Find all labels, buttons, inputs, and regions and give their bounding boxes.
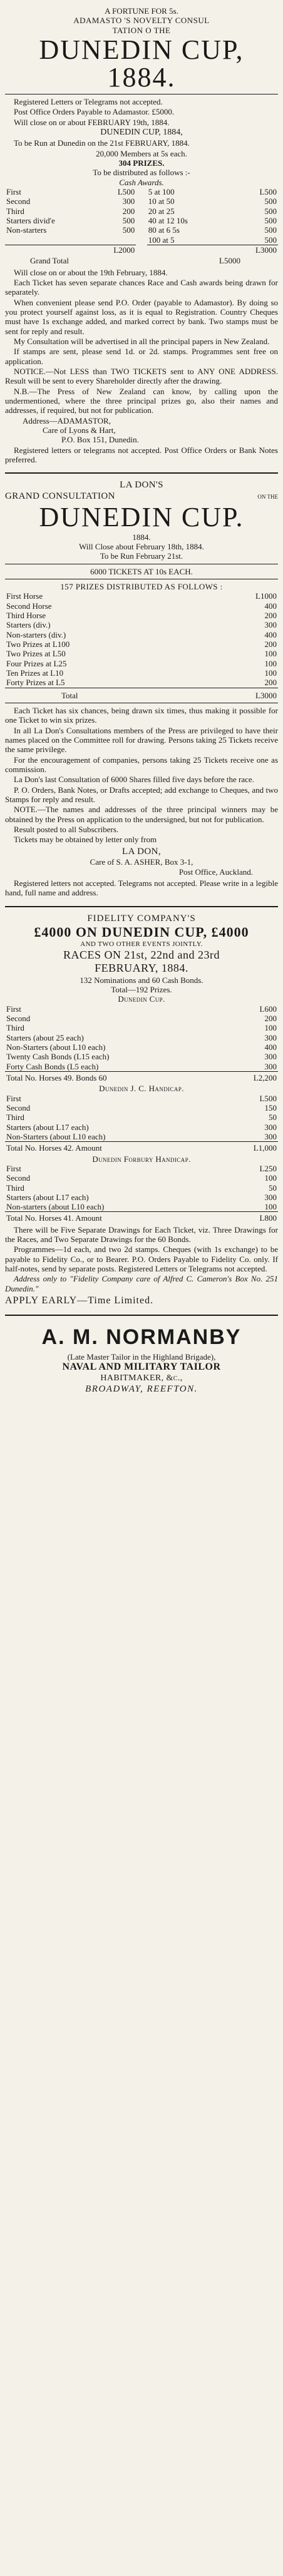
ad-title: DUNEDIN CUP, 1884. — [39, 34, 244, 93]
nominations-line: 132 Nominations and 60 Cash Bonds. — [80, 975, 203, 985]
prize-label: Non-starters (div.) — [6, 629, 66, 639]
prize-label: 10 at 50 — [148, 196, 175, 206]
notice-text: To be Run at Dunedin on the 21st FEBRUARY, 1884. — [14, 138, 190, 148]
body-paragraph: Each Ticket has six chances, being drawn six times, thus making it possible for one Ticket to win six prizes. — [5, 705, 278, 725]
table-row — [5, 1132, 278, 1142]
prize-amount: 100 — [264, 658, 277, 668]
tickets-line: 6000 TICKETS AT 10s EACH. — [90, 566, 193, 576]
races-line: RACES ON 21st, 22nd and 23rd — [63, 949, 220, 962]
prize-amount: 100 — [264, 1173, 277, 1183]
ad-headline: £4000 ON DUNEDIN CUP, £4000 — [34, 924, 249, 940]
grand-total-value: L5000 — [219, 256, 240, 266]
prize-amount: L250 — [259, 1163, 277, 1173]
total-label: Total No. Horses 42. Amount — [6, 1143, 102, 1153]
prize-label: Second Horse — [6, 601, 52, 611]
prize-amount: 50 — [269, 1183, 277, 1193]
prize-table-left — [5, 187, 136, 255]
prize-amount: 300 — [264, 620, 277, 630]
table-row — [5, 620, 278, 629]
body-paragraph: There will be Five Separate Drawings for Each Ticket, viz. Three Drawings for the Races, and Two Separate Drawings for the 60 Bonds. — [5, 1224, 278, 1245]
table-row — [147, 206, 278, 216]
table-row — [5, 659, 278, 668]
prize-amount: 300 — [264, 1052, 277, 1062]
body-paragraph: Programmes—1d each, and two 2d stamps. Cheques (with 1s exchange) to be payable to Fidelity Co., or to Bearer. P.O. Orders Payable to Fidelity Co. only. If half-notes, send by separate posts. Registered Letters or Telegrams not accepted. — [5, 1245, 278, 1274]
grand-total-label: Grand Total — [30, 256, 69, 266]
body-paragraph: My Consultation will be advertised in all the principal papers in New Zealand. — [14, 337, 270, 347]
notice-text: Will Close about February 18th, 1884. — [79, 542, 204, 552]
body-paragraph: When convenient please send P.O. Order (payable to Adamastor). By doing so you protect yourself against loss, as it is equal to Registration. Country Cheques must have 1s exchange added, and marked correct by bank. Two stamps must be sent for reply and result. — [5, 297, 278, 336]
ad-header-line: A FORTUNE FOR 5s. — [105, 6, 178, 16]
prize-label: Third Horse — [6, 610, 46, 620]
prize-label: Four Prizes at L25 — [6, 658, 67, 668]
prize-amount: 500 — [122, 225, 135, 235]
forbury-table — [5, 1164, 278, 1223]
table-row — [5, 1202, 278, 1212]
prize-amount: 100 — [264, 668, 277, 678]
prize-label: Forty Prizes at L5 — [6, 678, 65, 688]
body-paragraph: P. O. Orders, Bank Notes, or Drafts accepted; add exchange to Cheques, and two Stamps for reply and result. — [5, 785, 278, 804]
prize-label: Second — [6, 1013, 31, 1023]
prize-amount: 400 — [264, 629, 277, 639]
prize-amount: L3000 — [255, 245, 277, 255]
prize-label: Non-starters — [6, 225, 47, 235]
prizes-heading: 157 PRIZES DISTRIBUTED AS FOLLOWS : — [60, 582, 223, 591]
ad-title: DUNEDIN CUP. — [39, 501, 244, 532]
business-name: A. M. NORMANBY — [41, 1325, 242, 1349]
prize-amount: 50 — [269, 1112, 277, 1123]
prize-amount: L500 — [259, 187, 277, 197]
prize-label: Forty Cash Bonds (L5 each) — [6, 1061, 99, 1071]
prize-table — [5, 591, 278, 700]
notice-text: To be Run February 21st. — [100, 551, 183, 561]
business-tagline: (Late Master Tailor in the Highland Brigade), — [67, 1352, 216, 1362]
prize-amount: 200 — [264, 678, 277, 688]
table-row — [5, 1112, 278, 1122]
total-value: L3000 — [255, 690, 277, 700]
table-row — [5, 245, 136, 255]
table-row — [147, 187, 278, 196]
ad-header-line: LA DON'S — [120, 480, 163, 491]
ad-header-line: FIDELITY COMPANY'S — [87, 913, 196, 924]
table-row — [5, 206, 136, 216]
table-row — [5, 1103, 278, 1112]
section-heading: Dunedin J. C. Handicap. — [99, 1084, 184, 1094]
prize-amount: 300 — [264, 1192, 277, 1202]
prize-label: 80 at 6 5s — [148, 225, 180, 235]
prize-label: Starters (about L17 each) — [6, 1192, 89, 1202]
body-paragraph: NOTICE.—Not LESS than TWO TICKETS sent to ANY ONE ADDRESS. Result will be sent to every Shareholder directly after the drawing. — [5, 367, 278, 386]
newspaper-column — [5, 0, 278, 1405]
prize-amount: 500 — [264, 196, 277, 206]
table-row — [5, 1062, 278, 1072]
total-value: L2,200 — [253, 1072, 277, 1082]
prize-label: Non-Starters (about L10 each) — [6, 1042, 106, 1052]
body-paragraph: If stamps are sent, please send 1d. or 2d. stamps. Programmes sent free on application. — [5, 347, 278, 366]
prize-label: Third — [6, 1183, 24, 1193]
table-row — [5, 216, 136, 225]
ad-subtitle: GRAND CONSULTATION — [5, 491, 115, 501]
body-paragraph: For the encouragement of companies, persons taking 25 Tickets receive one as commission. — [5, 755, 278, 774]
table-total-row — [5, 1142, 278, 1153]
prize-label: Starters (about 25 each) — [6, 1032, 84, 1042]
prize-label — [5, 245, 95, 255]
prize-label: Starters divid'e — [6, 216, 55, 226]
ad-header-line: ADAMASTO 'S NOVELTY CONSUL — [73, 16, 210, 26]
total-label: Total No. Horses 41. Amount — [6, 1213, 102, 1223]
body-paragraph: La Don's last Consultation of 6000 Shares filled five days before the race. — [14, 775, 254, 785]
body-paragraph: Tickets may be obtained by letter only from — [14, 835, 157, 845]
prize-label: Two Prizes at L100 — [6, 639, 70, 649]
prize-amount: 200 — [264, 639, 277, 649]
prize-amount: 300 — [264, 1032, 277, 1042]
apply-line: APPLY EARLY—Time Limited. — [5, 1295, 154, 1306]
prize-amount: 100 — [264, 1202, 277, 1212]
year-line: 1884. — [132, 532, 151, 542]
distributed-line: To be distributed as follows :- — [93, 168, 190, 178]
table-total-row — [5, 1212, 278, 1223]
ad-header-line: TATION O THE — [112, 25, 171, 35]
prize-tables — [5, 187, 278, 255]
la-don-advert — [5, 477, 278, 902]
total-value: L1,000 — [253, 1143, 277, 1153]
prize-label: Second — [6, 1102, 31, 1112]
prize-label: Third — [6, 1112, 24, 1123]
table-row — [5, 639, 278, 649]
body-paragraph: In all La Don's Consultations members of the Press are privileged to have their names placed on the Committee roll for drawing. Persons taking 25 Tickets receive the same privilege. — [5, 725, 278, 755]
prize-amount: 500 — [264, 225, 277, 235]
table-total-row — [5, 690, 278, 700]
notice-text: Registered Letters or Telegrams not accepted. — [14, 96, 163, 106]
table-row — [147, 225, 278, 235]
prize-label: Third — [6, 1023, 24, 1033]
grand-total-row — [5, 255, 278, 267]
table-row — [5, 591, 278, 601]
total-value: L800 — [259, 1213, 277, 1223]
prize-amount: 200 — [122, 206, 135, 216]
notice-text: Will close on or about the 19th February, 1884. — [14, 267, 168, 277]
prize-amount: 400 — [264, 601, 277, 611]
table-row — [5, 630, 278, 639]
body-paragraph: N.B.—The Press of New Zealand can know, by calling upon the undermentioned, where the three principal prizes go, also their names and addresses, if required, but not for publication. — [5, 386, 278, 415]
prize-label: Second — [6, 1173, 31, 1183]
table-row — [147, 235, 278, 245]
table-row — [5, 1123, 278, 1132]
cup-table — [5, 1004, 278, 1083]
prize-label: Two Prizes at L50 — [6, 649, 66, 659]
address-name: LA DON, — [122, 846, 161, 857]
total-prizes-line: Total—192 Prizes. — [111, 984, 172, 994]
table-row — [147, 245, 278, 255]
address-line: Care of Lyons & Hart, — [43, 425, 116, 435]
table-row — [5, 1052, 278, 1061]
prize-label: First — [6, 187, 21, 197]
table-row — [5, 1014, 278, 1023]
table-row — [5, 601, 278, 611]
prize-label: 40 at 12 10s — [148, 216, 188, 226]
address-line: Post Office, Auckland. — [178, 867, 253, 877]
advert-divider — [5, 472, 278, 474]
prize-amount: 200 — [264, 610, 277, 620]
table-row — [5, 649, 278, 658]
body-paragraph: NOTE.—The names and addresses of the three principal winners may be obtained by the Press on application to the undersigned, but not for publication. — [5, 805, 278, 824]
prize-amount: L500 — [117, 187, 135, 197]
prize-amount: L1000 — [255, 591, 277, 601]
notice-text: Post Office Orders Payable to Adamastor. £5000. — [14, 107, 175, 117]
prize-label: Starters (div.) — [6, 620, 51, 630]
prize-amount: 150 — [264, 1102, 277, 1112]
table-row — [5, 668, 278, 678]
table-row — [147, 216, 278, 225]
fidelity-advert — [5, 911, 278, 1311]
section-heading: Dunedin Cup. — [118, 994, 165, 1004]
table-row — [5, 1042, 278, 1052]
notice-text: Will close on or about FEBRUARY 19th, 1884. — [14, 117, 170, 127]
prize-table-right — [147, 187, 278, 255]
races-line: FEBRUARY, 1884. — [95, 962, 188, 975]
prize-label: Non-Starters (about L10 each) — [6, 1131, 106, 1141]
ad-subhead: AND TWO OTHER EVENTS JOINTLY. — [80, 940, 203, 949]
prize-amount: 100 — [264, 1023, 277, 1033]
prize-amount: 100 — [264, 649, 277, 659]
table-row — [5, 225, 136, 235]
handicap-table — [5, 1094, 278, 1153]
business-trade: HABITMAKER, &c., — [100, 1373, 183, 1383]
total-label: Total — [61, 690, 78, 700]
prize-label: Non-starters (about L10 each) — [6, 1202, 105, 1212]
body-paragraph: Registered letters or telegrams not accepted. Post Office Orders or Bank Notes preferred. — [5, 445, 278, 464]
table-row — [5, 196, 136, 206]
table-row — [147, 196, 278, 206]
table-row — [5, 1164, 278, 1173]
prize-amount: L500 — [259, 1093, 277, 1103]
table-row — [5, 678, 278, 688]
prize-label: 20 at 25 — [148, 206, 175, 216]
table-row — [5, 1033, 278, 1042]
prize-label: 5 at 100 — [148, 187, 175, 197]
prize-amount: 500 — [264, 235, 277, 245]
address-line: P.O. Box 151, Dunedin. — [61, 435, 139, 445]
address-line: Address—ADAMASTOR, — [23, 415, 111, 425]
table-row — [5, 1183, 278, 1193]
section-heading: Dunedin Forbury Handicap. — [92, 1154, 191, 1164]
table-row — [5, 1173, 278, 1183]
prize-amount: 500 — [264, 216, 277, 226]
prize-label: 100 at 5 — [148, 235, 175, 245]
prize-amount: 400 — [264, 1042, 277, 1052]
cash-awards-label: Cash Awards. — [119, 177, 164, 187]
prize-label: Starters (about L17 each) — [6, 1122, 89, 1132]
prizes-heading: 304 PRIZES. — [118, 158, 165, 168]
table-total-row — [5, 1072, 278, 1082]
prize-label: First — [6, 1163, 21, 1173]
normanby-advert — [5, 1320, 278, 1399]
prize-label: Ten Prizes at L10 — [6, 668, 64, 678]
prize-label: Twenty Cash Bonds (L15 each) — [6, 1052, 110, 1062]
prize-amount: L2000 — [113, 245, 135, 255]
prize-amount: 300 — [264, 1061, 277, 1071]
prize-label: First — [6, 1004, 21, 1014]
advert-divider — [5, 906, 278, 907]
advert-divider — [5, 1315, 278, 1316]
ad-subtitle-small: ON THE — [257, 494, 278, 500]
prize-amount: 300 — [264, 1122, 277, 1132]
table-row — [5, 187, 136, 196]
prize-label: Second — [6, 196, 31, 206]
ad-subtitle-row — [5, 491, 278, 502]
prize-label — [147, 245, 231, 255]
prize-label: Third — [6, 206, 24, 216]
prize-amount: 500 — [264, 206, 277, 216]
body-paragraph: Registered letters not accepted. Telegrams not accepted. Please write in a legible hand, full name and address. — [5, 878, 278, 898]
prize-amount: 200 — [264, 1013, 277, 1023]
body-paragraph: Address only to "Fidelity Company care of Alfred C. Cameron's Box No. 251 Dunedin." — [5, 1274, 278, 1293]
prize-amount: 300 — [122, 196, 135, 206]
adamastor-advert — [5, 4, 278, 469]
prize-label: First — [6, 1093, 21, 1103]
table-row — [5, 611, 278, 620]
prize-amount: 300 — [264, 1131, 277, 1141]
business-address: BROADWAY, REEFTON. — [85, 1383, 198, 1394]
prize-amount: L600 — [259, 1004, 277, 1014]
race-line: DUNEDIN CUP, 1884, — [100, 127, 183, 137]
table-row — [5, 1004, 278, 1014]
table-row — [5, 235, 136, 245]
address-line: Care of S. A. ASHER, Box 3-1, — [90, 857, 193, 867]
prize-amount: 500 — [122, 216, 135, 226]
body-paragraph: Each Ticket has seven separate chances Race and Cash awards being drawn for separately. — [5, 278, 278, 297]
table-row — [5, 1193, 278, 1202]
members-line: 20,000 Members at 5s each. — [96, 148, 187, 158]
prize-label: First Horse — [6, 591, 43, 601]
body-paragraph: Result posted to all Subscribers. — [14, 824, 119, 834]
table-row — [5, 1094, 278, 1103]
business-trade: NAVAL AND MILITARY TAILOR — [62, 1362, 221, 1373]
table-row — [5, 1023, 278, 1032]
total-label: Total No. Horses 49. Bonds 60 — [6, 1072, 107, 1082]
